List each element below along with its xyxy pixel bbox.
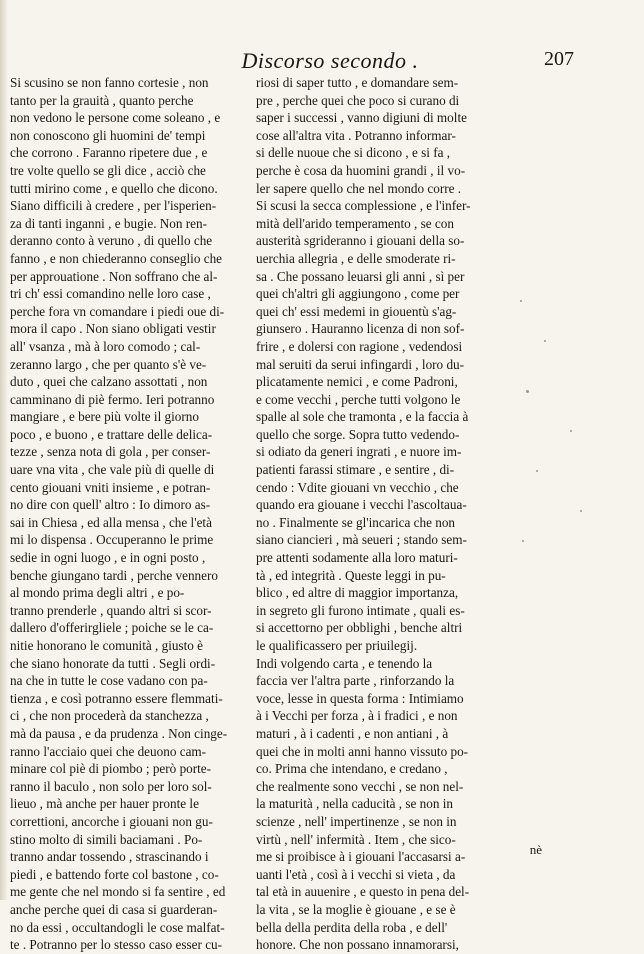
text-line: co. Prima che intendano, e credano , xyxy=(256,761,448,777)
text-line: uerchia allegria , e delle smoderate ri- xyxy=(256,250,456,266)
text-line: me si proibisce à i giouani l'accasarsi a- xyxy=(256,849,466,865)
text-line: quando era giouane i vecchi l'ascoltaua- xyxy=(256,497,467,513)
text-line: voce, lesse in questa forma : Intimiamo xyxy=(256,690,464,706)
text-line: pre , perche quei che poco si curano di xyxy=(256,92,460,108)
text-line: dallero d'offerirgliele ; poiche se le ca- xyxy=(10,620,214,636)
text-line: frire , e dolersi con ragione , vedendosi xyxy=(256,338,463,354)
text-line: poco , e buono , e trattare delle delica- xyxy=(10,426,213,442)
text-line: che realmente sono vecchi , se non nel- xyxy=(256,778,464,794)
text-line: anche perche quei di casa si guarderan- xyxy=(10,901,218,917)
speck xyxy=(520,300,522,302)
running-title: Discorso secondo . xyxy=(241,48,419,73)
text-line: mà da pausa , e da prudenza . Non cinge- xyxy=(10,725,228,741)
text-line: tutti mirino come , e quello che dicono. xyxy=(10,180,218,196)
text-line: zeranno largo , che per quanto s'è ve- xyxy=(10,356,207,372)
text-line: perche è cosa da huomini grandi , il vo- xyxy=(256,162,466,178)
text-line: quello che sorge. Sopra tutto vedendo- xyxy=(256,426,460,442)
text-line: virtù , nell' infermità . Item , che sico- xyxy=(256,831,456,847)
text-line: tranno prenderle , quando altri si scor- xyxy=(10,602,212,618)
speck xyxy=(536,470,538,472)
text-line: bella della perdita della roba , e dell' xyxy=(256,919,448,935)
text-line: tre volte quello se gli dice , acciò che xyxy=(10,162,206,178)
text-line: ranno l'acciaio quei che deuono cam- xyxy=(10,743,207,759)
text-line: le qualificassero per priuilegij. xyxy=(256,638,418,653)
text-line: pre attenti sodamente alla loro maturi- xyxy=(256,550,458,566)
text-line: uanti l'età , così à i vecchi si vieta , da xyxy=(256,866,456,882)
text-line: la maturità , nella caducità , se non in xyxy=(256,796,454,812)
text-line: me gente che nel mondo si fa sentire , ed xyxy=(10,884,226,900)
text-line: la vita , se la moglie è giouane , e se è xyxy=(256,901,456,917)
text-line: fanno , e non chiederanno conseglio che xyxy=(10,250,223,266)
text-line: all' vsanza , mà à loro comodo ; cal- xyxy=(10,338,201,354)
text-line: benche giungano tardi , perche vennero xyxy=(10,567,218,583)
text-line: na che in tutte le cose vadano con pa- xyxy=(10,673,208,689)
text-line: ler sapere quello che nel mondo corre . xyxy=(256,180,462,196)
paper-specks xyxy=(510,280,610,580)
gutter-shadow xyxy=(0,0,8,900)
text-line: duto , quei che calzano assottati , non xyxy=(10,374,208,390)
text-line: spalle al sole che tramonta , e la faccia à xyxy=(256,409,469,425)
text-line: quei che in molti anni hanno vissuto po- xyxy=(256,743,469,759)
text-line: non conoscono gli huomini de' tempi xyxy=(10,127,206,143)
speck xyxy=(522,540,524,542)
speck xyxy=(526,390,529,393)
text-line: siano ciancieri , mà seueri ; stando sem- xyxy=(256,532,467,548)
text-line: piedi , e battendo forte col bastone , co- xyxy=(10,866,219,882)
text-line: mangiare , e bere più volte il giorno xyxy=(10,409,199,425)
text-line: lieuo , mà anche per hauer pronte le xyxy=(10,796,199,812)
text-line: per approuatione . Non soffrano che al- xyxy=(10,268,218,284)
text-line: za di tanti inganni , e bugie. Non ren- xyxy=(10,215,208,231)
text-line: no dire con quell' altro : Io dimoro as- xyxy=(10,497,211,513)
right-text-column xyxy=(256,74,488,954)
text-line: scienze , nell' impertinenze , se non in xyxy=(256,813,457,829)
text-line: tanto per la grauità , quanto perche xyxy=(10,92,194,108)
text-line: che siano honorate da tutti . Segli ordi- xyxy=(10,655,216,671)
text-line: faccia ver l'altra parte , rinforzando la xyxy=(256,673,455,689)
text-line: camminano di piè fermo. Ieri potranno xyxy=(10,391,215,407)
text-line: sa . Che possano leuarsi gli anni , sì per xyxy=(256,268,465,284)
catchword: nè xyxy=(529,842,542,857)
text-line: tezze , senza nota di gola , per conser- xyxy=(10,444,211,460)
text-line: deranno conto à veruno , di quello che xyxy=(10,233,213,249)
text-line: saper i successi , vanno digiuni di molte xyxy=(256,110,467,126)
text-line: stino molto di simili baciamani . Po- xyxy=(10,831,203,847)
text-line: mi lo dispensa . Occuperanno le prime xyxy=(10,532,214,548)
text-line: Indi volgendo carta , e tenendo la xyxy=(256,655,433,671)
text-line: uare vna vita , che vale più di quelle di xyxy=(10,462,215,478)
speck xyxy=(544,340,546,342)
text-line: che corrono . Faranno ripetere due , e xyxy=(10,145,208,161)
text-line: plicatamente nemici , e come Padroni, xyxy=(256,374,458,390)
text-line: quei ch' essi medemi in giouentù s'ag- xyxy=(256,303,457,319)
text-line: patienti farassi stimare , e sentire , di- xyxy=(256,462,455,478)
left-text-column xyxy=(10,74,242,954)
text-line: perche fora vn comandare i piedi oue di- xyxy=(10,303,225,319)
text-line: blico , ed altre di maggior importanza, xyxy=(256,585,459,601)
text-line: nitie honorano le comunità , giusto è xyxy=(10,638,204,653)
text-line: si delle nuoue che si dicono , e si fa , xyxy=(256,145,451,161)
text-line: e come vecchi , perche tutti volgono le xyxy=(256,391,461,407)
text-line: tri ch' essi comandino nelle loro case , xyxy=(10,286,211,302)
text-line: cento giouani vniti insieme , e potran- xyxy=(10,479,211,495)
text-line: te . Potranno per lo stesso caso esser cu- xyxy=(10,937,223,953)
text-line: mora il capo . Non siano obligati vestir xyxy=(10,321,216,337)
text-line: no . Finalmente se gl'incarica che non xyxy=(256,514,456,530)
text-line: tal età in auuenire , e questo in pena del- xyxy=(256,884,470,900)
text-line: non vedono le persone come soleano , e xyxy=(10,110,221,126)
text-line: riosi di saper tutto , e domandare sem- xyxy=(256,75,459,90)
text-line: Siano difficili à credere , per l'isperien- xyxy=(10,198,217,214)
text-line: sedie in ogni luogo , e in ogni posto , xyxy=(10,550,206,566)
text-line: tà , ed integrità . Queste leggi in pu- xyxy=(256,567,446,583)
text-line: à i Vecchi per forza , à i fradici , e non xyxy=(256,708,458,724)
text-line: ci , che non procederà da stanchezza , xyxy=(10,708,209,724)
text-line: maturi , à i cadenti , e non antiani , à xyxy=(256,725,449,741)
text-line: cose all'altra vita . Potranno informar- xyxy=(256,127,456,143)
text-line: ranno il baculo , non solo per loro sol- xyxy=(10,778,212,794)
text-line: tranno andar tossendo , strascinando i xyxy=(10,849,209,865)
text-line: mità dell'arido temperamento , se con xyxy=(256,215,454,231)
page-number: 207 xyxy=(544,48,574,70)
text-line: tienza , e così potranno essere flemmati- xyxy=(10,690,223,706)
speck xyxy=(580,510,582,512)
text-line: correttioni, ancorche i giouani non gu- xyxy=(10,813,213,829)
text-line: al mondo prima degli altri , e po- xyxy=(10,585,185,601)
text-line: in segreto gli furono intimate , quali es- xyxy=(256,602,465,618)
text-line: Si scusi la secca complessione , e l'infer- xyxy=(256,198,471,214)
text-line: minare col piè di piombo ; però porte- xyxy=(10,761,212,777)
text-line: si accettorno per obblighi , benche altri xyxy=(256,620,463,636)
text-line: austerità sgrideranno i giouani della so- xyxy=(256,233,465,249)
text-line: Si scusino se non fanno cortesie , non xyxy=(10,75,209,90)
text-line: no da essi , occultandogli le cose malfat- xyxy=(10,919,225,935)
text-line: quei ch'altri gli aggiungono , come per xyxy=(256,286,460,302)
text-line: honore. Che non possano innamorarsi, xyxy=(256,937,459,953)
text-line: cendo : Vdite giouani vn vecchio , che xyxy=(256,479,459,495)
speck xyxy=(570,430,572,432)
text-line: mal seruiti da serui infingardi , loro du- xyxy=(256,356,465,372)
text-line: sai in Chiesa , ed alla mensa , che l'età xyxy=(10,514,212,530)
text-line: si odiato da generi ingrati , e nuore im- xyxy=(256,444,462,460)
text-line: giunsero . Hauranno licenza di non sof- xyxy=(256,321,465,337)
